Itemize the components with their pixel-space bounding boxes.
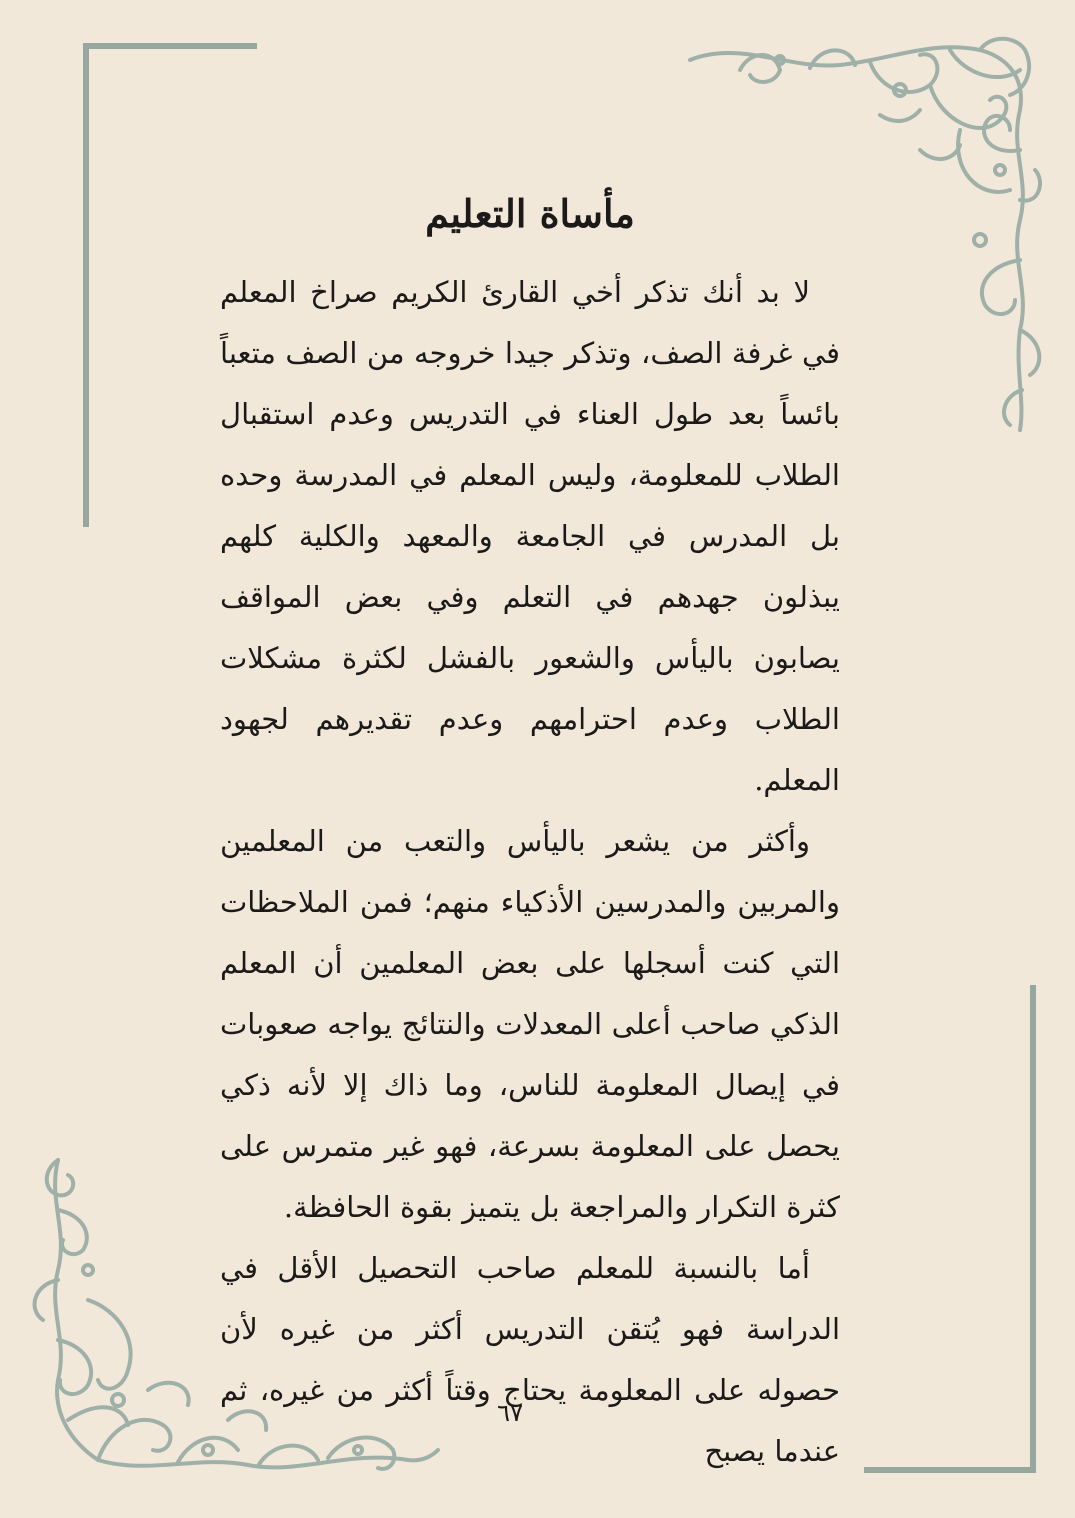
- page-title: مأساة التعليم: [425, 191, 635, 236]
- paragraph: وأكثر من يشعر باليأس والتعب من المعلمين والمربين والمدرسين الأذكياء منهم؛ فمن الملاحظات التي كنت أسجلها على بعض المعلمين أن المعلم الذكي صاحب أعلى المعدلات والنتائج يواجه صعوبات في إيصال المعلومة للناس، وما ذاك إلا لأنه ذكي يحصل على المعلومة بسرعة، فهو غير متمرس على كثرة التكرار والمراجعة بل يتميز بقوة الحافظة.: [220, 824, 840, 1224]
- frame-bottom-right-horizontal: [864, 1467, 1036, 1473]
- frame-top-left-horizontal: [83, 43, 257, 49]
- paragraph: لا بد أنك تذكر أخي القارئ الكريم صراخ المعلم في غرفة الصف، وتذكر جيدا خروجه من الصف متعباً بائساً بعد طول العناء في التدريس وعدم استقبال الطلاب للمعلومة، وليس المعلم في المدرسة وحده بل المدرس في الجامعة والمعهد والكلية كلهم يبذلون جهدهم في التعلم وفي بعض المواقف يصابون باليأس والشعور بالفشل لكثرة مشكلات الطلاب وعدم احترامهم وعدم تقديرهم لجهود المعلم.: [220, 275, 840, 797]
- frame-bottom-right-vertical: [1030, 985, 1036, 1473]
- page-number: ٦٧: [497, 1399, 523, 1427]
- frame-top-left-vertical: [83, 43, 89, 527]
- paragraph: أما بالنسبة للمعلم صاحب التحصيل الأقل في الدراسة فهو يُتقن التدريس أكثر من غيره لأن حصوله على المعلومة يحتاج وقتاً أكثر من غيره، ثم عندما يصبح: [220, 1251, 840, 1468]
- body-text: [220, 262, 840, 1482]
